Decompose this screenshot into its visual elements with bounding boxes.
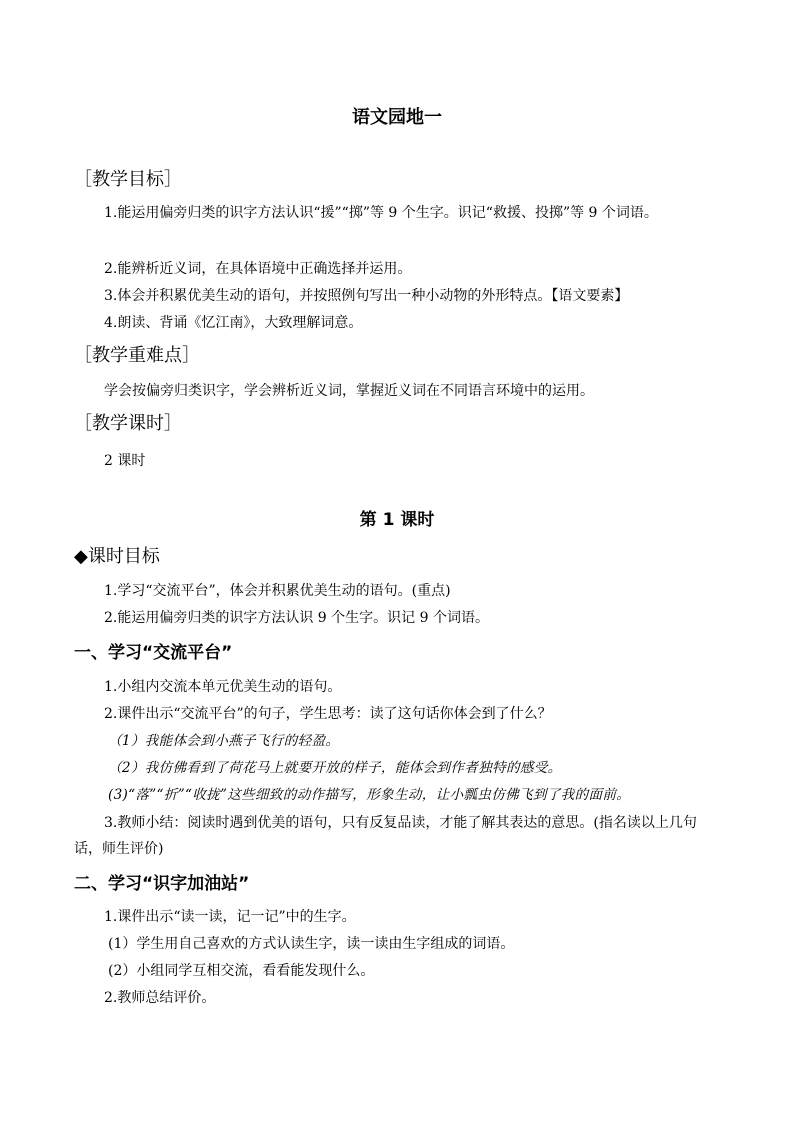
goal-item-3: 3.体会并积累优美生动的语句，并按照例句写出一种小动物的外形特点。【语文要素】 — [104, 288, 629, 304]
section-2-step-2: 2.教师总结评价。 — [104, 990, 216, 1006]
section-2-step-1: 1.课件出示“读一读，记一记”中的生字。 — [104, 909, 356, 925]
section-1-heading: 一、学习“交流平台” — [74, 643, 233, 663]
key-points-heading: ［教学重难点］ — [74, 345, 200, 366]
hours-text: 2 课时 — [104, 453, 146, 469]
teaching-goals-heading: ［教学目标］ — [74, 169, 182, 190]
goal-item-4: 4.朗读、背诵《忆江南》，大致理解词意。 — [104, 315, 363, 331]
lesson-goal-1: 1.学习“交流平台”，体会并积累优美生动的语句。(重点) — [104, 583, 451, 599]
section-2-heading: 二、学习“识字加油站” — [74, 874, 250, 894]
lesson-goals-heading: ◆课时目标 — [74, 546, 160, 567]
section-1-step-2: 2.课件出示“交流平台”的句子，学生思考：读了这句话你体会到了什么？ — [104, 706, 552, 722]
section-2-sub-1: (1）学生用自己喜欢的方式认读生字，读一读由生字组成的词语。 — [108, 936, 515, 952]
document-title: 语文园地一 — [352, 107, 442, 128]
section-2-sub-2: (2）小组同学互相交流，看看能发现什么。 — [108, 963, 375, 979]
lesson-goal-2: 2.能运用偏旁归类的识字方法认识 9 个生字。识记 9 个词语。 — [104, 610, 489, 626]
goal-item-2: 2.能辨析近义词，在具体语境中正确选择并运用。 — [104, 261, 412, 277]
section-1-answer-1: （1）我能体会到小燕子飞行的轻盈。 — [108, 733, 340, 749]
section-1-step-1: 1.小组内交流本单元优美生动的语句。 — [104, 679, 342, 695]
goal-item-1: 1.能运用偏旁归类的识字方法认识“援”“掷”等 9 个生字。识记“救援、投掷”等 9 个词语。 — [104, 205, 658, 221]
section-1-step-3: 3.教师小结：阅读时遇到优美的语句，只有反复品读，才能了解其表达的意思。(指名读以上几句话，师生评价) — [74, 815, 697, 857]
section-1-answer-3: (3)“落”“折”“收拢”这些细致的动作描写，形象生动，让小瓢虫仿佛飞到了我的面前。 — [108, 787, 631, 803]
lesson-1-title: 第 1 课时 — [359, 510, 435, 530]
key-points-text: 学会按偏旁归类识字，学会辨析近义词，掌握近义词在不同语言环境中的运用。 — [104, 383, 594, 399]
section-1-answer-2: （2）我仿佛看到了荷花马上就要开放的样子，能体会到作者独特的感受。 — [108, 760, 562, 776]
hours-heading: ［教学课时］ — [74, 413, 182, 434]
